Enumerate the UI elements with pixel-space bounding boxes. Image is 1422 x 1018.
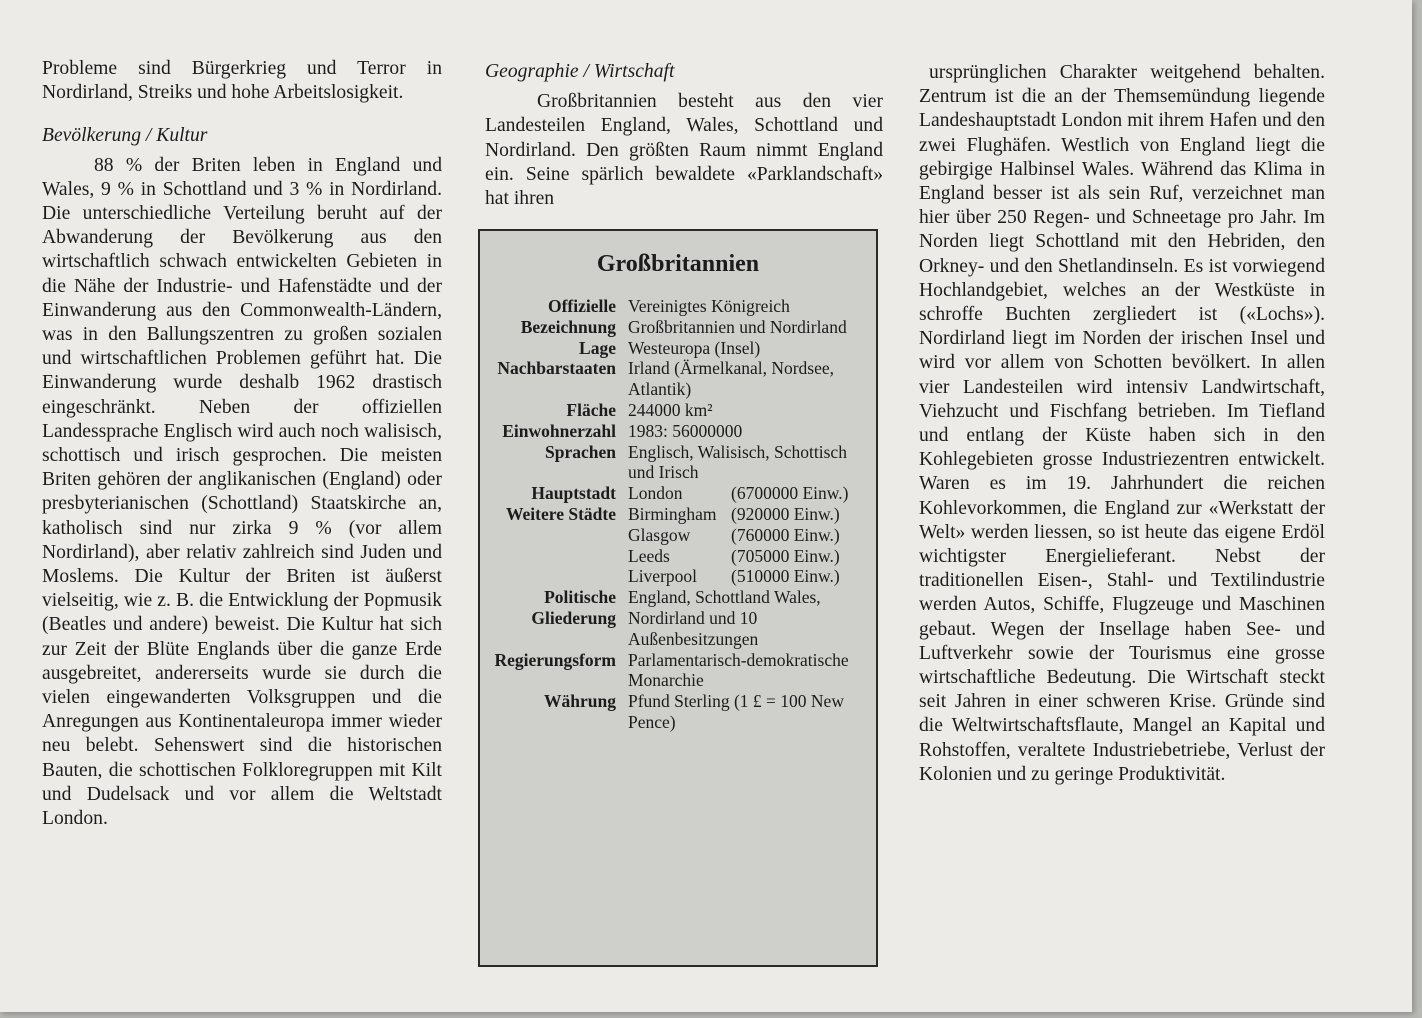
intro-paragraph: Probleme sind Bürgerkrieg und Terror in Nordirland, Streiks und hohe Arbeitslosigkeit.: [42, 58, 442, 104]
fact-row-sprachen: [480, 442, 880, 484]
fact-label: Lage: [579, 337, 616, 358]
fact-box: [478, 229, 878, 967]
city-population: (760000 Einw.): [731, 524, 840, 545]
fact-label: Regierungsform: [494, 649, 616, 670]
section-heading-geography: Geographie / Wirtschaft: [485, 61, 675, 82]
city-population: (705000 Einw.): [731, 545, 840, 566]
city-entry: [628, 504, 868, 525]
fact-row-weitere: [480, 504, 880, 587]
fact-label: Weitere Städte: [506, 503, 616, 524]
city-entry: [628, 546, 868, 567]
fact-value: Pfund Sterling (1 £ = 100 New Pence): [628, 691, 844, 732]
city-name: Leeds: [628, 545, 670, 566]
fact-value: [628, 483, 868, 504]
fact-value: 244000 km²: [628, 399, 713, 420]
geography-paragraph: Großbritannien besteht aus den vier Landesteilen England, Wales, Schottland und Nordirland. Den größten Raum nimmt England ein. Seine spärlich bewaldete «Parklandschaft» hat ihren: [485, 91, 883, 210]
fact-row-hauptstadt: [480, 483, 880, 504]
fact-value: [628, 504, 868, 587]
fact-table: [480, 296, 880, 733]
city-name: London: [628, 483, 683, 504]
fact-value: Englisch, Walisisch, Schottisch und Irisch: [628, 441, 847, 483]
fact-row-official: [480, 296, 880, 338]
economy-paragraph: ursprünglichen Charakter weitgehend behalten. Zentrum ist die an der Themsemündung liegende Landeshauptstadt London mit ihrem Hafen und den zwei Flughäfen. Westlich von England liegt die gebirgige Halbinsel Wales. Während das Klima in England besser ist als sein Ruf, verzeichnet man hier über 250 Regen- und Schneetage pro Jahr. Im Norden liegt Schottland mit den Hebriden, den Orkney- und den Shetlandinseln. Es ist vorwiegend Hochlandgebiet, welches an der Westküste in schroffe Buchten zergliedert ist («Lochs»). Nordirland liegt im Norden der irischen Insel und wird vor allem von Schotten bevölkert. In allen vier Landesteilen wird intensiv Landwirtschaft, Viehzucht und Fischfang betrieben. Im Tiefland und entlang der Küste haben sich in den Kohlegebieten grosse Industriezentren entwickelt. Waren es im 19. Jahrhundert die reichen Kohlevorkommen, die England zur «Werkstatt der Welt» werden liessen, so ist heute das eigene Erdöl wichtigster Energielieferant. Nebst der traditionellen Eisen-, Stahl- und Textilindustrie werden Autos, Schiffe, Flugzeuge und Maschinen gebaut. Wegen der Insellage haben See- und Luftverkehr sowie der Tourismus eine grosse wirtschaftliche Bedeutung. Die Wirtschaft steckt seit Jahren in einer schweren Krise. Gründe sind die Weltwirtschaftsflaute, Mangel an Kapital und Rohstoffen, veraltete Industriebetriebe, Verlust der Kolonien und zu geringe Produktivität.: [919, 62, 1325, 785]
city-name: Birmingham: [628, 503, 717, 524]
fact-label: Sprachen: [545, 441, 616, 462]
fact-label: Politische Gliederung: [531, 587, 616, 628]
fact-row-nachbar: [480, 358, 880, 400]
fact-label: Nachbarstaaten: [497, 358, 616, 379]
fact-row-waehrung: [480, 691, 880, 733]
right-column: [919, 61, 1325, 787]
fact-label: Währung: [544, 691, 616, 712]
city-name: Glasgow: [628, 524, 691, 545]
fact-label: Fläche: [566, 399, 616, 420]
city-population: (6700000 Einw.): [731, 483, 849, 504]
fact-row-lage: [480, 338, 880, 359]
section-heading-population: Bevölkerung / Kultur: [42, 125, 208, 147]
city-name: Liverpool: [628, 566, 698, 587]
fact-row-einwohner: [480, 421, 880, 442]
fact-row-politik: [480, 587, 880, 649]
city-entry: [628, 566, 868, 587]
fact-value: Westeuropa (Insel): [628, 337, 761, 358]
fact-value: Parlamentarisch-demokratische Monarchie: [628, 649, 849, 691]
fact-value: 1983: 56000000: [628, 420, 743, 441]
fact-row-regierung: [480, 650, 880, 692]
fact-row-flaeche: [480, 400, 880, 421]
fact-label: Hauptstadt: [531, 483, 616, 504]
fact-box-title: Großbritannien: [596, 251, 760, 277]
city-population: (920000 Einw.): [731, 503, 840, 524]
fact-value: Irland (Ärmelkanal, Nordsee, Atlantik): [628, 358, 835, 400]
left-column: [42, 57, 442, 831]
fact-value: Vereinigtes Königreich Großbritannien und Nordirland: [628, 296, 847, 337]
population-paragraph: 88 % der Briten leben in England und Wales, 9 % in Schottland und 3 % in Nordirland. Die unterschiedliche Verteilung beruht auf der Abwanderung der Bevölkerung aus den wirtschaftlich schwach entwickelten Gebieten in die Nähe der Industrie- und Hafenstädte und der Einwanderung aus den Commonwealth-Ländern, was in den Ballungszentren zu großen sozialen und wirtschaftlichen Problemen geführt hat. Die Einwanderung wurde deshalb 1962 drastisch eingeschränkt. Neben der offiziellen Landessprache Englisch wird auch noch walisisch, schottisch und irisch gesprochen. Die meisten Briten gehören der anglikanischen (England) oder presbyterianischen (Schottland) Staatskirche an, katholisch sind nur zirka 9 % (vor allem Nordirland), aber relativ zahlreich sind Juden und Moslems. Die Kultur der Briten ist äußerst vielseitig, wie z. B. die Entwicklung der Popmusik (Beatles und andere) beweist. Die Kultur hat sich zur Zeit der Blüte Englands über die ganze Erde ausgebreitet, andererseits wurde sie durch die vielen eingewanderten Volksgruppen und die Anregungen aus Kontinentaleuropa immer wieder neu belebt. Sehenswert sind die historischen Bauten, die schottischen Folkloregruppen mit Kilt und Dudelsack und vor allem die Weltstadt London.: [42, 154, 442, 830]
fact-value: England, Schottland Wales, Nordirland und 10 Außenbesitzungen: [628, 587, 821, 649]
middle-column: [485, 60, 883, 211]
city-entry: [628, 525, 868, 546]
fact-label: Einwohnerzahl: [502, 420, 616, 441]
city-population: (510000 Einw.): [731, 566, 840, 587]
fact-label: Offizielle Bezeichnung: [520, 296, 616, 337]
